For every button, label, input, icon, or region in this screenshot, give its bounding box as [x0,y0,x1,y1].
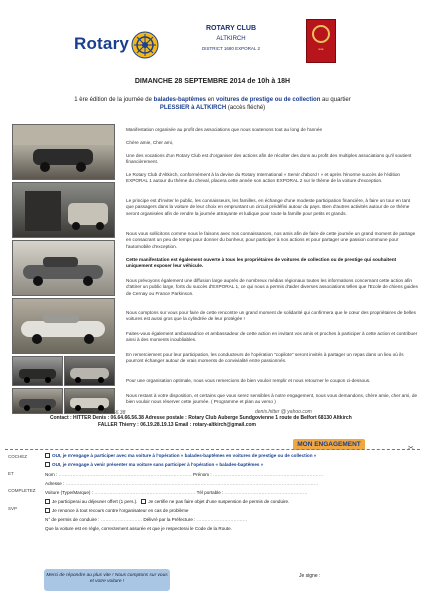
side-label-completez: COMPLETEZ [8,488,36,493]
exhibit-checkbox[interactable] [45,462,50,467]
voiture-field[interactable]: ………………………………………………………… [94,490,196,495]
club-header [166,24,296,54]
intro-highlight-1: balades-baptêmes [153,97,207,103]
permis-label: N° de permis de conduire : [45,517,100,522]
prenom-label: Prénom : [193,472,212,477]
form-option-exhibit [45,462,415,468]
contact-block [50,415,380,429]
car-photo-6 [64,356,115,386]
engagement-badge: MON ENGAGEMENT [293,439,365,450]
club-name: ROTARY CLUB [205,25,257,32]
tel-field[interactable]: ……………………………………………… [224,490,308,495]
exporal-emblem-image: ●●● [306,19,336,63]
cut-line [5,449,420,450]
contact-line-2: FALLER Thierry : 06.19.28.19.13 Email : rotary-altkirch@gmail.com [98,422,256,428]
adresse-label: Adresse : [45,481,65,486]
paragraph-open-to-owners: Cette manifestation est également ouverte à tous les propriétaires de voitures de collection ou de prestige qui souhaitent uniquement exposer leur véhicule. [126,257,397,269]
certify-checkbox[interactable] [141,499,146,504]
form-row-address [45,481,415,487]
form-row-insurance [45,526,415,532]
lunch-checkbox[interactable] [45,499,50,504]
paragraph-thanks: En remerciement pour leur participation, les conducteurs de l'opération "copilote" seront invités à partager un repas dans un lieu où ils pourront échanger autour de vrais moments de convivialité entre passionnés. [126,352,404,364]
paragraph-purpose: Manifestation organisée au profit des associations que nous soutenons tout au long de l'année [126,127,323,132]
form-row-waiver [45,508,415,514]
signature-label: Je signe : [299,573,321,579]
lunch-label: Je participerai au déjeuner offert (1 pers.). [52,499,138,504]
intro-text-2: en [206,97,217,103]
car-photo-4 [12,298,115,354]
car-photo-2 [12,182,115,238]
paragraph-vocation: Une des vocations d'un Rotary Club est d'organiser des actions afin de récolter des dons au profit des multiples associations qu'il soutient financièrement. [126,153,412,165]
car-photo-3 [12,240,115,296]
car-photo-5 [12,356,63,386]
club-district: DISTRICT 1680 EXPORAL 2 [201,46,261,51]
delivre-label: Délivré par la Préfecture : [143,517,196,522]
paragraph-solicitation: Nous vous sollicitons comme nous le faisons avec nos connaissances, nos amis afin de faire de cette journée un grand moment de partage en consacrant un peu de temps pour donner du bonheur, pour participer à nos actions et pour partager une passion commune pour l'automobile d'exception. [126,231,416,249]
event-date-title: DIMANCHE 28 SEPTEMBRE 2014 de 10h à 18H [134,78,291,85]
intro-text-1: 1 ère édition de la journée de [74,97,154,103]
event-intro [60,96,365,112]
participate-label: OUI, je m'engage à participer avec ma voiture à l'opération « balades-baptêmes en voitures de prestige ou de collection » [52,453,317,458]
rotary-logo-text: Rotary [74,34,130,53]
rotary-wheel-icon [130,30,160,60]
permis-field[interactable]: ……………………… [100,517,143,522]
waiver-checkbox[interactable] [45,508,50,513]
delivre-field[interactable]: …………………………… [196,517,248,522]
club-city: ALTKIRCH [216,36,246,42]
form-option-participate [45,453,415,459]
intro-highlight-2: voitures de prestige ou de collection [216,97,321,103]
paragraph-coupon: Pour une organisation optimale, nous vous remercions de bien vouloir remplir et nous retourner le coupon ci-dessous. [126,378,371,383]
form-row-car [45,490,415,496]
participate-checkbox[interactable] [45,453,50,458]
car-photo-7 [12,388,63,414]
intro-text-4: (accès fléché) [226,105,266,111]
handwritten-phone: 06.64.66.56.38 [92,410,126,416]
adresse-field[interactable]: ………………………………………………………………………………………………………………………………………………… [65,481,319,486]
paragraph-solidarity: Nous comptons sur vous pour faire de cette rencontre un grand moment de solidarité qui confirmera que le cœur des propriétaires de belles voitures est aussi gros que la cylindrée de leur protégée ! [126,310,416,322]
paragraph-closing: Nous restant à votre disposition, et certains que vous serez sensibles à notre engagement, nous vous demandons, chère amie, cher ami, de bien vouloir nous réserver cette journée. ( Programme et plan au verso ) [126,393,418,405]
paragraph-ambassador: Faites-vous également ambassadrice et ambassadeur de cette action en invitant vos amis et proches à participer à cette action et contribuer ainsi à des moments inoubliables. [126,331,418,343]
form-row-name [45,472,415,478]
paragraph-principle: Le principe est d'inviter le public, les connaisseurs, les familles, en échange d'une modeste participation financière, à faire un tour en tant que passagers dans la voiture de leur choix en empruntant un circuit prédéfini autour du pays. Bien d'autres activités autour de ce thème seront organisées afin de rendre la journée attrayante et ludique pour toute la famille pour petits et grands. [126,198,410,216]
form-row-lunch [45,499,415,505]
tel-label: Tél portable : [196,490,224,495]
exhibit-label: OUI, je m'engage à venir présenter ma voiture sans participer à l'opération « balades-baptêmes » [52,462,264,467]
side-label-et: ET [8,471,14,476]
intro-text-3: au quartier [320,97,351,103]
insurance-label: Que la voiture est en règle, correctement assurée et que je respecterai le Code de la Route. [45,526,232,531]
side-label-svp: SVP [8,506,18,511]
intro-highlight-3: PLESSIER à ALTKIRCH [159,105,227,111]
prenom-field[interactable]: ……………………………………………………………… [212,472,324,477]
paragraph-greeting: Chère amie, Cher ami, [126,140,174,145]
scissors-icon: ✂ [408,445,414,452]
waiver-label: Je renonce à tout recours contre l'organisateur en cas de problème [52,508,189,513]
paragraph-exporal: Le Rotary Club d'Altkirch, conformément à la devise du Rotary International « Servir d'abord ! » et après l'énorme succès de l'édition EXPORAL 1 autour du thème du cheval, placera cette année son action EXPORAL 2 sur le thème de la voiture d'exception. [126,172,401,184]
handwritten-email: denis.hitter @ yahoo.com [255,409,312,415]
paragraph-media: Nous prévoyons également une diffusion large auprès de nombreux médias régionaux toutes les informations concernant cette action afin d'attirer un public large, forts du succès d'EXPORAL 1, ce qui nous a permis d'aider diverses associations telles que l'Ecole de chiens guides de Cernay ou France Parkinson. [126,278,418,296]
form-row-license [45,517,415,523]
contact-line-1: Contact : HITTER Denis : 06.64.66.56.38 Adresse postale : Rotary Club Auberge Sundgovienne 1 route de Belfort 68130 Altkirch [50,415,352,421]
certify-label: Je certifie ne pas faire objet d'une suspension de permis de conduire. [148,499,290,504]
car-photo-1 [12,124,115,180]
reply-reminder-box: Merci de répondre au plus vite ! Nous comptons sur vous et votre voiture ! [44,569,170,591]
nom-field[interactable]: …………………………………………………………………………… [58,472,192,477]
side-label-cochez: COCHEZ [8,454,27,459]
nom-label: Nom : [45,472,58,477]
voiture-label: Voiture (Type/Marque) : [45,490,94,495]
